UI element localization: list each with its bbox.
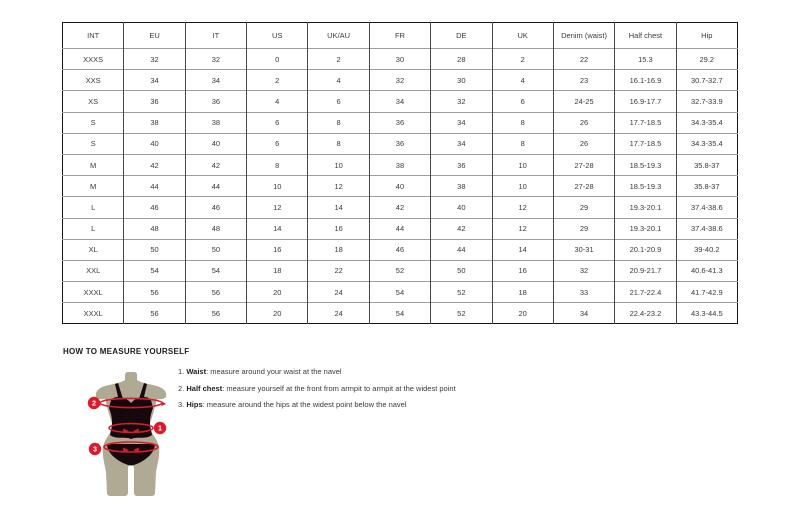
table-cell: 46 <box>124 197 185 218</box>
table-cell: 24 <box>308 303 369 324</box>
table-cell: 6 <box>247 133 308 154</box>
table-cell: 34 <box>553 303 614 324</box>
measure-instructions <box>178 368 456 418</box>
table-row <box>63 260 738 281</box>
column-header: UK <box>492 23 553 49</box>
table-cell: 34 <box>431 112 492 133</box>
table-cell: 16 <box>247 239 308 260</box>
table-cell: 33 <box>553 282 614 303</box>
table-row <box>63 91 738 112</box>
table-cell: L <box>63 197 124 218</box>
instruction-text: : measure around your waist at the navel <box>206 367 342 376</box>
table-cell: 38 <box>369 154 430 175</box>
svg-text:1: 1 <box>158 423 162 433</box>
table-cell: 30-31 <box>553 239 614 260</box>
table-cell: 27-28 <box>553 154 614 175</box>
table-cell: 24-25 <box>553 91 614 112</box>
table-cell: M <box>63 176 124 197</box>
table-cell: 37.4-38.6 <box>676 197 737 218</box>
table-cell: 12 <box>492 197 553 218</box>
table-cell: 32 <box>553 260 614 281</box>
instruction-text: : measure yourself at the front from armpit to armpit at the widest point <box>222 383 456 393</box>
table-cell: 39-40.2 <box>676 239 737 260</box>
table-cell: 4 <box>247 91 308 112</box>
size-chart-table <box>62 22 738 324</box>
table-cell: 26 <box>553 133 614 154</box>
table-cell: 32 <box>369 70 430 91</box>
table-cell: 42 <box>185 154 246 175</box>
table-cell: 43.3-44.5 <box>676 303 737 324</box>
table-cell: 10 <box>308 154 369 175</box>
column-header: EU <box>124 23 185 49</box>
table-cell: 29.2 <box>676 49 737 70</box>
table-cell: 54 <box>185 260 246 281</box>
table-cell: S <box>63 133 124 154</box>
table-cell: 6 <box>492 91 553 112</box>
table-cell: 8 <box>308 133 369 154</box>
table-cell: 8 <box>247 154 308 175</box>
table-cell: 20 <box>492 303 553 324</box>
table-cell: 32 <box>124 49 185 70</box>
table-row <box>63 112 738 133</box>
table-row <box>63 70 738 91</box>
table-cell: 32.7-33.9 <box>676 91 737 112</box>
measure-badge-half-chest <box>88 397 100 409</box>
table-cell: 14 <box>492 239 553 260</box>
table-cell: 32 <box>185 49 246 70</box>
table-cell: 35.8-37 <box>676 176 737 197</box>
table-cell: 54 <box>369 282 430 303</box>
measurement-figure <box>83 372 179 498</box>
table-cell: 42 <box>431 218 492 239</box>
table-cell: 10 <box>492 154 553 175</box>
table-cell: 50 <box>185 239 246 260</box>
instruction-number: 1. <box>178 367 185 376</box>
table-cell: 14 <box>247 218 308 239</box>
table-cell: M <box>63 154 124 175</box>
table-cell: XXXS <box>63 49 124 70</box>
table-cell: 12 <box>492 218 553 239</box>
table-cell: 34 <box>124 70 185 91</box>
table-cell: L <box>63 218 124 239</box>
column-header: INT <box>87 31 100 40</box>
table-cell: 40 <box>431 197 492 218</box>
table-row <box>63 133 738 154</box>
table-cell: 14 <box>308 197 369 218</box>
table-row <box>63 239 738 260</box>
table-cell: 16 <box>308 218 369 239</box>
table-cell: 8 <box>492 112 553 133</box>
table-cell: 30.7-32.7 <box>676 70 737 91</box>
table-cell: 54 <box>369 303 430 324</box>
table-cell: 20 <box>247 303 308 324</box>
instruction-label: Hips <box>186 400 203 409</box>
table-cell: 34.3-35.4 <box>676 112 737 133</box>
table-cell: 19.3-20.1 <box>615 218 676 239</box>
table-cell: 40 <box>369 176 430 197</box>
table-cell: 44 <box>124 176 185 197</box>
table-cell: 40 <box>124 133 185 154</box>
table-cell: 56 <box>124 282 185 303</box>
table-cell: 18.5-19.3 <box>615 176 676 197</box>
table-cell: 2 <box>308 49 369 70</box>
table-cell: 44 <box>369 218 430 239</box>
table-cell: 56 <box>185 303 246 324</box>
instruction-label: Waist <box>186 367 207 376</box>
table-cell: XXS <box>63 70 124 91</box>
table-cell: 54 <box>124 260 185 281</box>
table-cell: 30 <box>369 49 430 70</box>
table-cell: 44 <box>185 176 246 197</box>
table-cell: 20.1-20.9 <box>615 239 676 260</box>
table-header-row <box>63 23 738 49</box>
table-row <box>63 176 738 197</box>
table-cell: 4 <box>308 70 369 91</box>
table-cell: 32 <box>431 91 492 112</box>
table-cell: 52 <box>369 260 430 281</box>
table-cell: 36 <box>369 133 430 154</box>
table-cell: 52 <box>431 303 492 324</box>
instruction-number: 3. <box>178 400 185 409</box>
measure-instruction-hips <box>178 401 456 409</box>
table-cell: 28 <box>431 49 492 70</box>
svg-text:2: 2 <box>92 398 96 408</box>
table-cell: 8 <box>492 133 553 154</box>
column-header: Denim (waist) <box>553 23 614 49</box>
table-cell: XS <box>63 91 124 112</box>
instruction-number: 2. <box>178 383 185 393</box>
column-header: IT <box>185 23 246 49</box>
table-cell: 38 <box>124 112 185 133</box>
section-heading: HOW TO MEASURE YOURSELF <box>63 347 190 356</box>
table-cell: 6 <box>308 91 369 112</box>
table-cell: 12 <box>247 197 308 218</box>
table-cell: XXXL <box>63 303 124 324</box>
table-cell: 34 <box>185 70 246 91</box>
table-row <box>63 49 738 70</box>
table-cell: 16 <box>492 260 553 281</box>
table-cell: 26 <box>553 112 614 133</box>
table-cell: 48 <box>124 218 185 239</box>
measure-instruction-waist <box>178 368 456 376</box>
table-cell: 20.9-21.7 <box>615 260 676 281</box>
table-cell: 19.3-20.1 <box>615 197 676 218</box>
table-cell: 18 <box>492 282 553 303</box>
table-cell: 22.4-23.2 <box>615 303 676 324</box>
table-cell: 36 <box>369 112 430 133</box>
table-cell: 24 <box>308 282 369 303</box>
table-cell: 38 <box>431 176 492 197</box>
table-cell: 23 <box>553 70 614 91</box>
table-cell: XL <box>63 239 124 260</box>
table-cell: 38 <box>185 112 246 133</box>
table-cell: 16.9-17.7 <box>615 91 676 112</box>
table-cell: 10 <box>492 176 553 197</box>
table-cell: 34 <box>369 91 430 112</box>
table-cell: 40 <box>185 133 246 154</box>
table-cell: 50 <box>124 239 185 260</box>
table-cell: 35.8-37 <box>676 154 737 175</box>
table-cell: 41.7-42.9 <box>676 282 737 303</box>
table-cell: 2 <box>492 49 553 70</box>
table-cell: 18 <box>308 239 369 260</box>
column-header: US <box>247 23 308 49</box>
table-cell: 16.1-16.9 <box>615 70 676 91</box>
table-cell: 0 <box>247 49 308 70</box>
measure-badge-hips <box>89 443 101 455</box>
table-cell: XXL <box>63 260 124 281</box>
table-cell: XXXL <box>63 282 124 303</box>
table-cell: 37.4-38.6 <box>676 218 737 239</box>
table-cell: 18.5-19.3 <box>615 154 676 175</box>
table-cell: 48 <box>185 218 246 239</box>
table-cell: 44 <box>431 239 492 260</box>
svg-text:3: 3 <box>93 444 97 454</box>
table-cell: 46 <box>369 239 430 260</box>
table-cell: 20 <box>247 282 308 303</box>
table-cell: 46 <box>185 197 246 218</box>
table-cell: 8 <box>308 112 369 133</box>
table-cell: 18 <box>247 260 308 281</box>
table-cell: 42 <box>124 154 185 175</box>
table-row <box>63 282 738 303</box>
table-cell: 36 <box>431 154 492 175</box>
table-body <box>63 49 738 324</box>
column-header: FR <box>369 23 430 49</box>
column-header: DE <box>431 23 492 49</box>
column-header: Hip <box>676 23 737 49</box>
table-cell: 34.3-35.4 <box>676 133 737 154</box>
table-cell: 36 <box>185 91 246 112</box>
table-cell: 2 <box>247 70 308 91</box>
table-cell: 12 <box>308 176 369 197</box>
table-cell: 22 <box>553 49 614 70</box>
table-cell: 36 <box>124 91 185 112</box>
table-cell: 34 <box>431 133 492 154</box>
table-row <box>63 197 738 218</box>
table-cell: 22 <box>308 260 369 281</box>
table-cell: 4 <box>492 70 553 91</box>
table-cell: 50 <box>431 260 492 281</box>
table-cell: 56 <box>124 303 185 324</box>
table-row <box>63 154 738 175</box>
table-cell: 42 <box>369 197 430 218</box>
table-cell: 17.7-18.5 <box>615 112 676 133</box>
column-header: UK/AU <box>308 23 369 49</box>
table-cell: 52 <box>431 282 492 303</box>
column-header: Half chest <box>615 23 676 49</box>
table-cell: S <box>63 112 124 133</box>
measure-badge-waist <box>154 422 166 434</box>
table-cell: 30 <box>431 70 492 91</box>
instruction-label: Half chest <box>186 383 223 393</box>
instruction-text: : measure around the hips at the widest point below the navel <box>202 400 407 409</box>
table-cell: 6 <box>247 112 308 133</box>
table-cell: 27-28 <box>553 176 614 197</box>
table-cell: 17.7-18.5 <box>615 133 676 154</box>
table-cell: 40.6-41.3 <box>676 260 737 281</box>
mannequin-illustration <box>83 372 179 498</box>
table-cell: 29 <box>553 218 614 239</box>
table-cell: 56 <box>185 282 246 303</box>
table-cell: 29 <box>553 197 614 218</box>
table-cell: 21.7-22.4 <box>615 282 676 303</box>
table-cell: 10 <box>247 176 308 197</box>
table-cell: 15.3 <box>615 49 676 70</box>
measure-instruction-half-chest <box>178 385 456 393</box>
table-row <box>63 218 738 239</box>
table-row <box>63 303 738 324</box>
